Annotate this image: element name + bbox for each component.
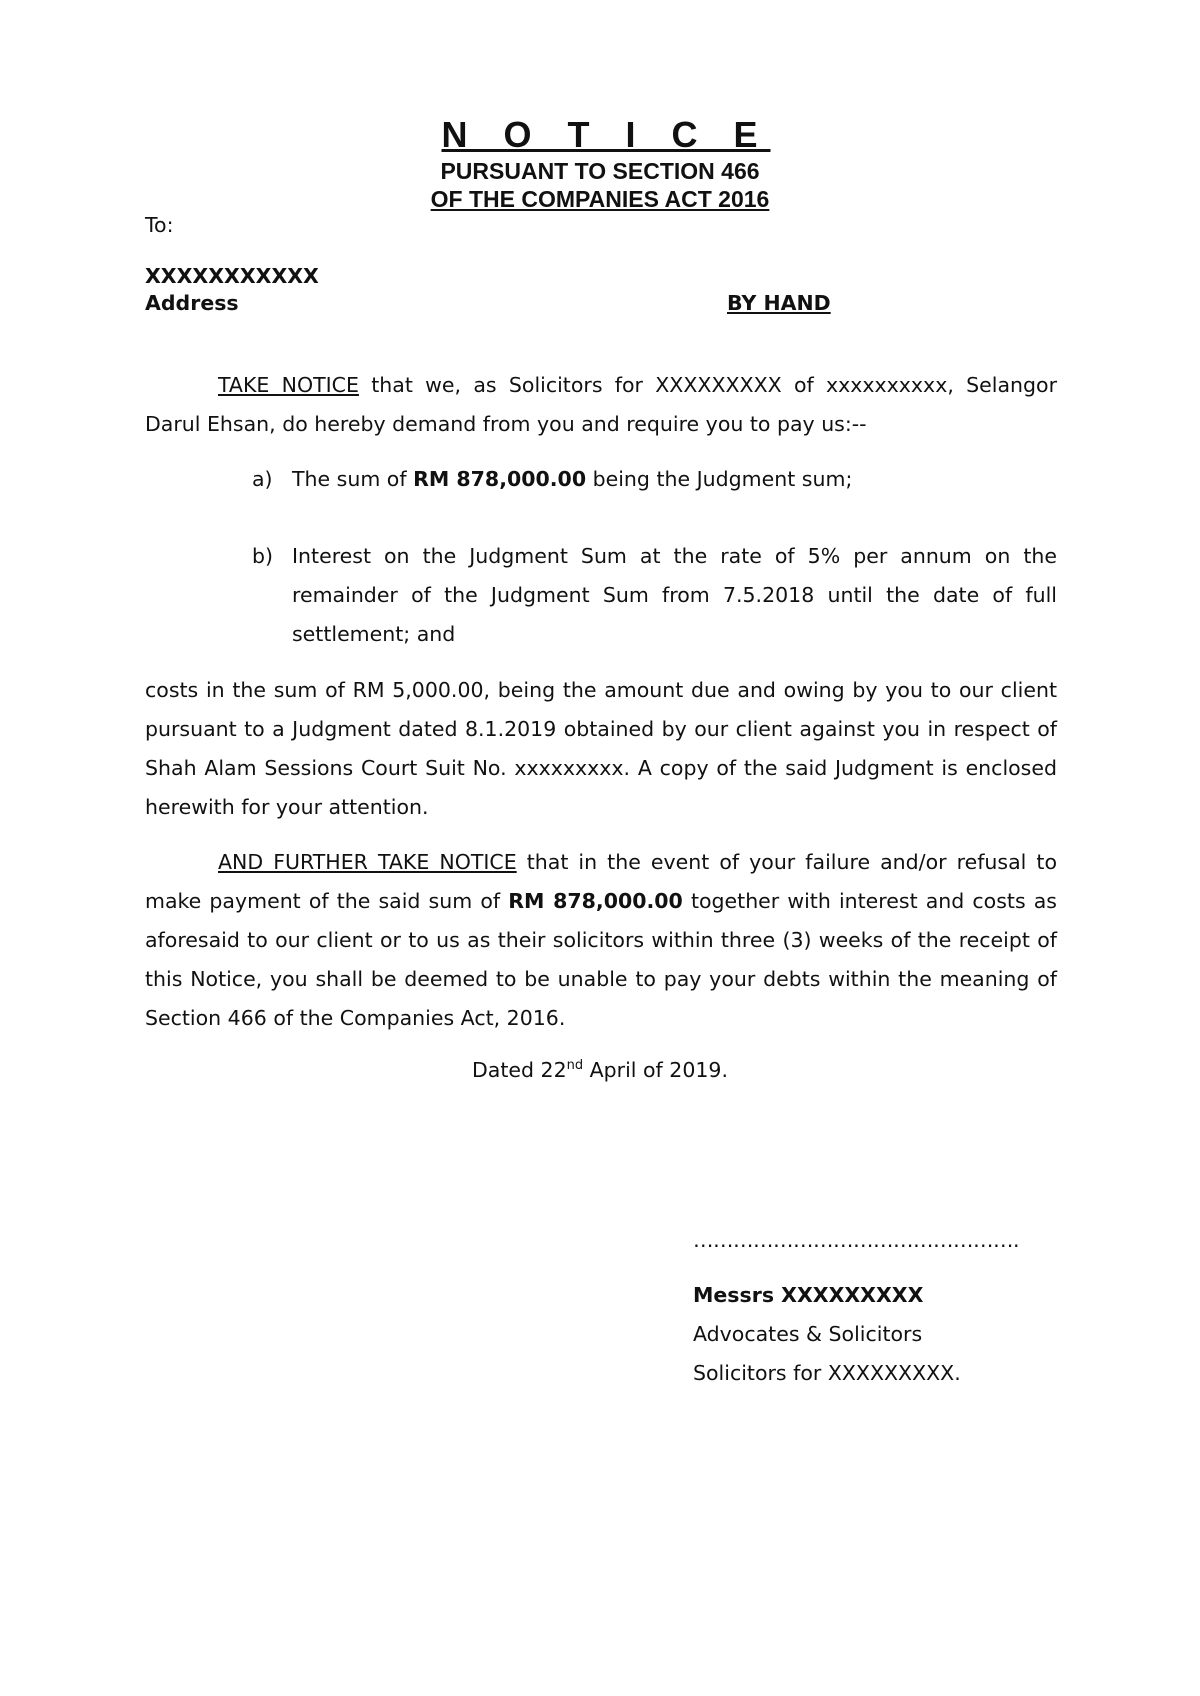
judgment-amount: RM 878,000.00: [413, 467, 587, 491]
addressee-name: XXXXXXXXXXX: [145, 264, 319, 288]
signatory-for: Solicitors for XXXXXXXXX.: [693, 1361, 961, 1385]
item-text: Interest on the Judgment Sum at the rate of 5% per annum on the remainder of the Judgment Sum from 7.5.2018 until the date of full settlement; and: [292, 544, 1057, 646]
item-marker: b): [252, 544, 274, 568]
item-marker: a): [252, 467, 273, 491]
act-heading: OF THE COMPANIES ACT 2016: [430, 186, 770, 212]
take-notice-text: that we, as Solicitors for XXXXXXXXX of xxxxxxxxxx, Selangor Darul Ehsan, do hereby demand from you and require you to pay us:--: [145, 373, 1057, 436]
take-notice-lead: TAKE NOTICE: [218, 373, 359, 397]
signatory-firm: Messrs XXXXXXXXX: [693, 1283, 924, 1307]
signature-line: ………………………………………….: [693, 1228, 1020, 1252]
further-notice-lead: AND FURTHER TAKE NOTICE: [218, 850, 517, 874]
take-notice-paragraph: [145, 366, 1057, 444]
costs-paragraph: costs in the sum of RM 5,000.00, being the amount due and owing by you to our client pursuant to a Judgment dated 8.1.2019 obtained by our client against you in respect of Shah Alam Sessions Court Suit No. xxxxxxxxx. A copy of the said Judgment is enclosed herewith for your attention.: [145, 678, 1057, 819]
notice-title: N O T I C E: [441, 114, 771, 155]
dated-line: Dated 22nd April of 2019.: [472, 1058, 728, 1082]
signatory-role: Advocates & Solicitors: [693, 1322, 923, 1346]
further-notice-paragraph: AND FURTHER TAKE NOTICE that in the event of your failure and/or refusal to make payment of the said sum of RM 878,000.00 together with interest and costs as aforesaid to our client or to us as their solicitors within three (3) weeks of the receipt of this Notice, you shall be deemed to be unable to pay your debts within the meaning of Section 466 of the Companies Act, 2016.: [145, 850, 1057, 1030]
demand-amount: RM 878,000.00: [508, 889, 683, 913]
date-ordinal: nd: [566, 1058, 584, 1074]
delivery-method: BY HAND: [727, 291, 831, 315]
item-text: The sum of RM 878,000.00 being the Judgment sum;: [292, 467, 853, 491]
to-label: To:: [145, 213, 174, 237]
addressee-address: Address: [145, 291, 239, 315]
section-heading: PURSUANT TO SECTION 466: [440, 158, 760, 184]
